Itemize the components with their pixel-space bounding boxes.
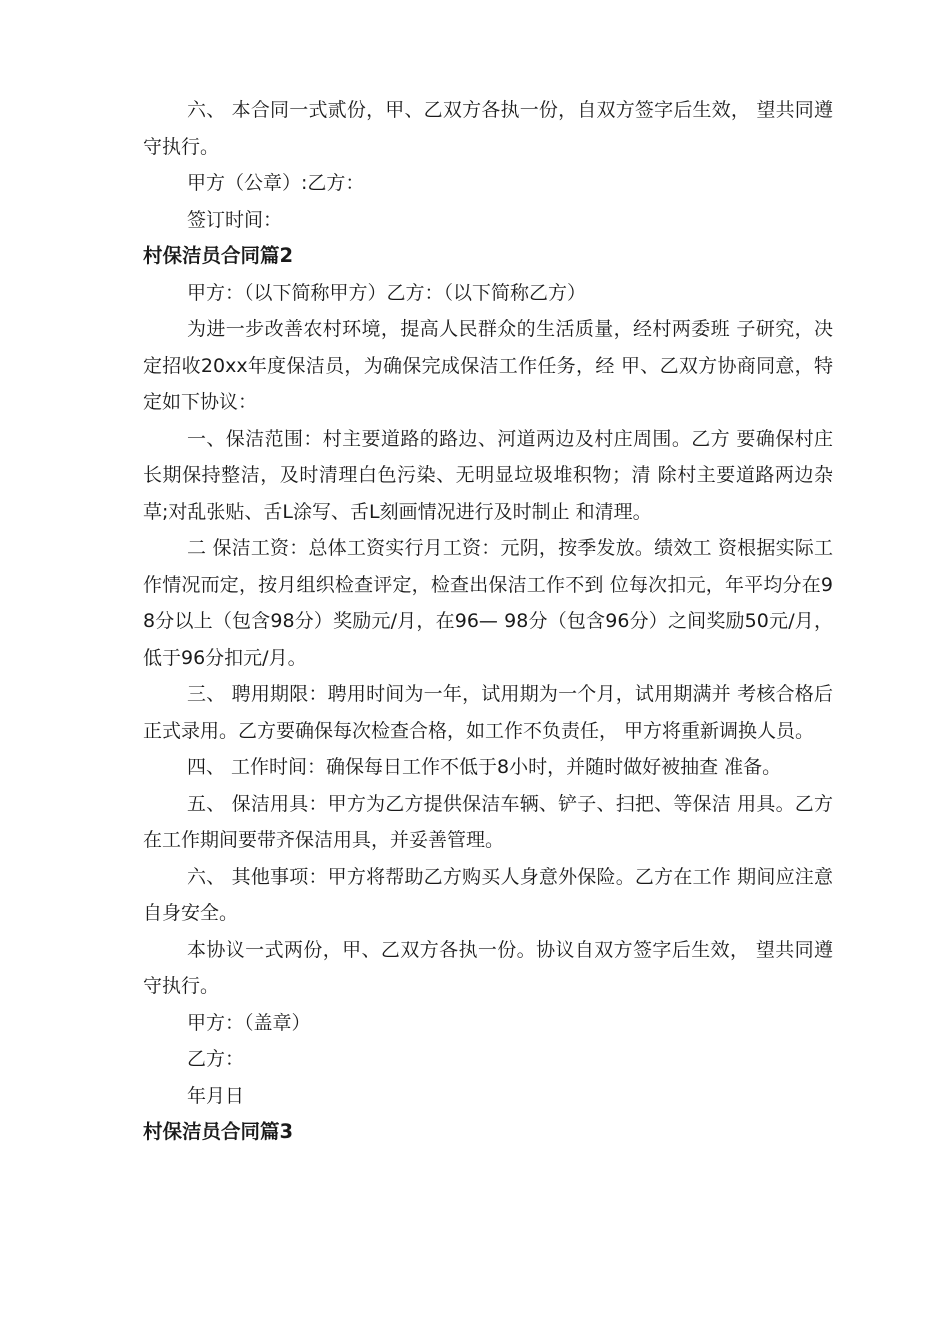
paragraph-party-b: 乙方：: [187, 1048, 245, 1070]
paragraph-clause-scope: 一、保洁范围：村主要道路的路边、河道两边及村庄周围。乙方 要确保村庄长期保持整洁，及时清理白色污染、无明显垃圾堆积物；清 除村主要道路两边杂草;对乱张贴、舌L涂写、舌L刻画情况进行及时制止 和清理。: [143, 427, 833, 523]
document-body: [143, 92, 833, 1151]
paragraph-clause-term: 三、 聘用期限：聘用时间为一年，试用期为一个月，试用期满并 考核合格后正式录用。乙方要确保每次检查合格，如工作不负责任， 甲方将重新调换人员。: [143, 683, 833, 742]
paragraph-signature-parties: 甲方（公章）:乙方：: [187, 172, 365, 194]
section-heading-2: 村保洁员合同篇2: [143, 244, 294, 267]
paragraph-clause-other: 六、 其他事项：甲方将帮助乙方购买人身意外保险。乙方在工作 期间应注意自身安全。: [143, 865, 833, 924]
section-heading-3: 村保洁员合同篇3: [143, 1120, 294, 1143]
paragraph-party-a-seal: 甲方：（盖章）: [187, 1011, 311, 1034]
paragraph-clause-tools: 五、 保洁用具：甲方为乙方提供保洁车辆、铲子、扫把、等保洁 用具。乙方在工作期间要带齐保洁用具，并妥善管理。: [143, 792, 833, 851]
paragraph-clause-wages: 二 保洁工资：总体工资实行月工资：元阴，按季发放。绩效工 资根据实际工作情况而定，按月组织检查评定，检查出保洁工作不到 位每次扣元，年平均分在98分以上（包含98分）奖励元/月，在96— 98分（包含96分）之间奖励50元/月，低于96分扣元/月。: [143, 537, 833, 669]
paragraph-signing-time: 签订时间：: [187, 208, 283, 231]
paragraph-date: 年月日: [187, 1084, 245, 1107]
paragraph-clause-hours: 四、 工作时间：确保每日工作不低于8小时，并随时做好被抽查 准备。: [187, 756, 782, 778]
paragraph-clause-6-copies: 六、 本合同一式贰份，甲、乙双方各执一份，自双方签字后生效， 望共同遵守执行。: [143, 99, 833, 158]
paragraph-agreement-copies: 本协议一式两份，甲、乙双方各执一份。协议自双方签字后生效， 望共同遵守执行。: [143, 938, 833, 997]
paragraph-parties: 甲方：（以下简称甲方）乙方：（以下简称乙方）: [187, 281, 587, 304]
paragraph-preamble: 为进一步改善农村环境，提高人民群众的生活质量，经村两委班 子研究，决定招收20xx年度保洁员，为确保完成保洁工作任务，经 甲、乙双方协商同意，特定如下协议：: [143, 318, 833, 413]
